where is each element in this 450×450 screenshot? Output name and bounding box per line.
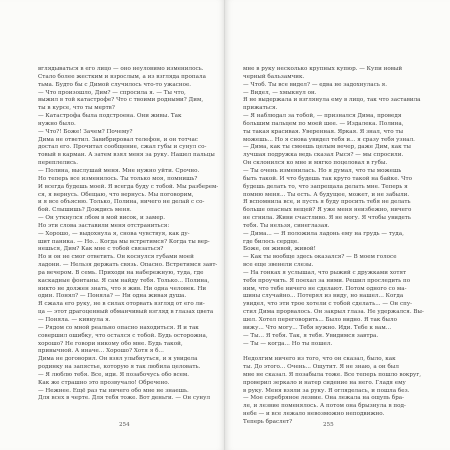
text-line: — Нежнее. Ещё раз ты ничего обо мне не знаешь. [38,387,189,394]
text-line: ся, я вернусь. Обещаю, что вернусь. Мы поговорим, [38,191,194,198]
text-line: и я все объясню. Только, Полина, ничего не делай с со- [38,199,205,206]
text-line: нешься, Дим? Как мне с тобой связаться? [38,246,164,253]
text-line: тебя. Ты нельзя, синеглазая. [243,222,330,229]
text-line: хорошо? Не говори никому обо мне. Будь такой, [38,340,183,347]
text-line: выжил в той катастрофе? Что с твоими родными? Дим, [38,97,204,104]
text-line: черный бальзамчик. [243,73,305,80]
text-line: — Поняла. — кивнула я. [38,317,111,323]
text-line: Но теперь все изменилось. Ты только моя, помнишь? [38,175,198,182]
text-line: ты такая красивая. Уверенная. Яркая. Я знал, что ты [243,128,404,135]
text-line: — Что?! Боже! Зачем? Почему? [38,128,133,135]
text-line: — Я люблю тебя. Все, иди. Я позабочусь обо всем. [38,371,190,378]
text-line: Как же страшно это прозвучало! Обречено. [38,379,170,386]
text-line: Стало более жестким и взрослым, а из взгляда пропала [38,73,206,80]
text-line: Я сжала его руку, не в силах оторвать взгляд от его ли- [38,301,205,308]
text-line: — Катастрофа была подстроена. Они живы. Так [38,113,182,120]
right-page [225,0,450,450]
text-line: где билось сердце. [243,238,299,245]
text-line: увидел, что эти трое хотели с тобой сделать... — Он спу- [243,301,413,308]
text-line: ле, и лезвие поменялось. А потом она брызнула в под- [243,403,406,410]
text-line: Я вспомнила все, и пусть я буду просить тебя не делать [243,199,411,206]
text-line: — Ты очень изменилась. Но я думал, что ты можешь [243,167,402,174]
text-line: прижаться. [243,105,278,112]
text-line: Недолгим ничего из того, что он сказал, было, как [243,356,396,363]
text-line: — На гонках я услышал, что рыжий с дружками хотят [243,269,407,276]
text-line: ты. До этого... Очень... Ощутит. Я не знаю, а он был [243,364,399,371]
text-line: шел. Хотел переговорить... Было видно. Я так было [243,317,397,323]
text-line: переплелись. [38,160,78,167]
left-page-text [38,66,219,416]
text-line: не сгнила. Живи счастливо. Я не могу. Я чтобы увидеть [243,215,411,222]
text-line: больше опасных вещей? Я уже меня неизбежно, ничего [243,207,412,214]
text-line: каскадные фонтаны. Я сам найду тебя. Только... Полина, [38,277,210,284]
text-line: Дима не ответил. Завибрировал телефон, и он тотчас [38,136,198,143]
text-line: ним, что тебе ничего не сделают. Потом одного со ма- [243,285,407,292]
text-line: проверил зеркало и натер сидение на него. Гладя ему [243,379,406,386]
text-line: тьма. Будто бы с Димой случилось что-то ужасное. [38,81,192,88]
text-line: вижу... Что могу... Тебя нужно. Иди. Тебе к вам... [243,324,392,331]
text-line: — Дима, как ты смеешь целым вечер, даже Дим, как ты [243,144,411,151]
text-line: один. Понял? — Поняла? — Ни одна живая душа. [38,293,187,300]
text-line: — Как ты вообще здесь оказался? — В моем голосе [243,254,397,261]
text-line: в руку. Меня взяли за руку. Я огляделась, и пошла без. [243,387,410,394]
left-page-number: 254 [119,422,130,428]
text-line: будешь делать то, что запрещала делать мне. Теперь я [243,183,408,190]
text-line: помню меня... Ты есть. А будущее, может, и не забыли. [243,191,410,198]
text-line: — Чтоб. Ты все видел? — едва не задохнулась я. [243,81,388,88]
text-line: — Что произошло, Дим? — спросила я. — Ты что, [38,89,186,96]
text-line: Но эти слова заставили меня отстраниться: [38,222,170,229]
text-line: — Дима... — Я положила ладонь ему на грудь — туда, [243,230,404,237]
text-line: Дима не договорил. Он взял улыбнуться, и я увидела [38,356,198,363]
text-line: стил Дима прорвалось. Он закрыл глаза. Не удержался. Вы- [243,309,424,316]
text-line: ты в курсе, что ты мертв? [38,105,115,112]
text-line: И всегда будешь моей. Я всегда буду с тобой. Мы разберем- [38,183,219,190]
text-line: большим пальцем по моей шее. — Издалека. Полина, [243,120,404,127]
text-line: ца — этот драгоценный обманчивый взгляд в глазах цвета [38,309,214,316]
text-line: Я не выдержала и взглянула ему в лицо, так что заставила [243,97,421,104]
text-line: ра вечером. В семь. Приходи на набережную, туда, где [38,269,204,276]
text-line: — Ты — когда... Но ты пошел. [243,340,333,347]
text-line: — Я наблюдал за тобой, — признался Дима, проведя [243,113,402,120]
text-line: шит паника. — Но... Когда мы встретимся? Когда ты вер- [38,238,210,245]
text-line: тебя проучить. Я поехал за ними. Решил проследить по [243,277,411,284]
text-line: достал его. Прочитал сообщение, сжал губы и сунул со- [38,144,207,151]
text-line: — Полина, выслушай меня. Мне нужно уйти. Срочно. [38,167,200,174]
text-line: нужно было. [38,120,76,127]
text-line: родинку на запястье, которую я так любила целовать. [38,364,201,371]
text-line: никто не должен знать, что я жив. Ни одна человек. Ни [38,285,207,292]
text-line: Он склонился ко мне и мягко поцеловал в губы. [243,160,388,167]
text-line: бой. Слышишь? Дождись меня. [38,207,132,214]
text-line: быть такой. И что будешь так круто такой на байке. Что [243,175,412,182]
text-line: Боже, он живой, живой! [243,246,316,253]
text-line: — Хорошо, — выдохнула я, снова чувствуя, как ду- [38,230,190,237]
text-line: Теперь браслет? [243,418,293,425]
right-page-number: 255 [323,422,334,428]
text-line: мне не сказал. Я позабыла тоже. Все теперь пошло вокруг, [243,371,422,378]
text-line: Для всех в черте. Для тебя тоже. Вот деньги. — Он сунул [38,395,211,402]
text-line: — Рядом со мной реально опасно находиться. Я и так [38,324,199,331]
text-line: — Он уткнулся лбом в мой висок, и замер. [38,215,166,222]
text-line: привычной. А иначе... Хорошо? Хотя я б... [38,348,164,355]
text-line: небе — и все лежало невозможно неподвижно. [243,411,385,418]
text-line: — Ты... Я тебя. Так, я тебя. Увидимся завтра. [243,332,379,339]
text-line: ладони. — Нельзя держать связь. Опасно. Встретимся завт- [38,262,218,269]
text-line: лучшая подружка ведь сказал Рыся? — мы спросили. [243,152,404,159]
text-line: Но и он не смог ответить. Он коснулся губами моей [38,254,194,261]
text-line: — Видел, — хмыкнул он. [243,89,317,96]
text-line: совершил ошибку, что остался с тобой. Будь осторожна, [38,332,208,339]
text-line: товый в карман. А затем взял меня за руку. Нашел пальцы [38,152,215,159]
text-line: вглядываться в его лицо — оно неуловимо изменилось. [38,66,204,72]
text-line: все еще звенели слезы. [243,262,314,269]
text-line: — Мое серебряное лезвие. Она лежала на ощупь бра- [243,395,405,402]
text-line: шины случайно... Потерял из виду, но нашел... Когда [243,293,404,300]
text-line: мне в руку несколько крупных купюр. — Купи новый [243,66,403,72]
text-line: можешь... Но я снова увидел тебя и... я сразу тебя узнал. [243,136,415,143]
